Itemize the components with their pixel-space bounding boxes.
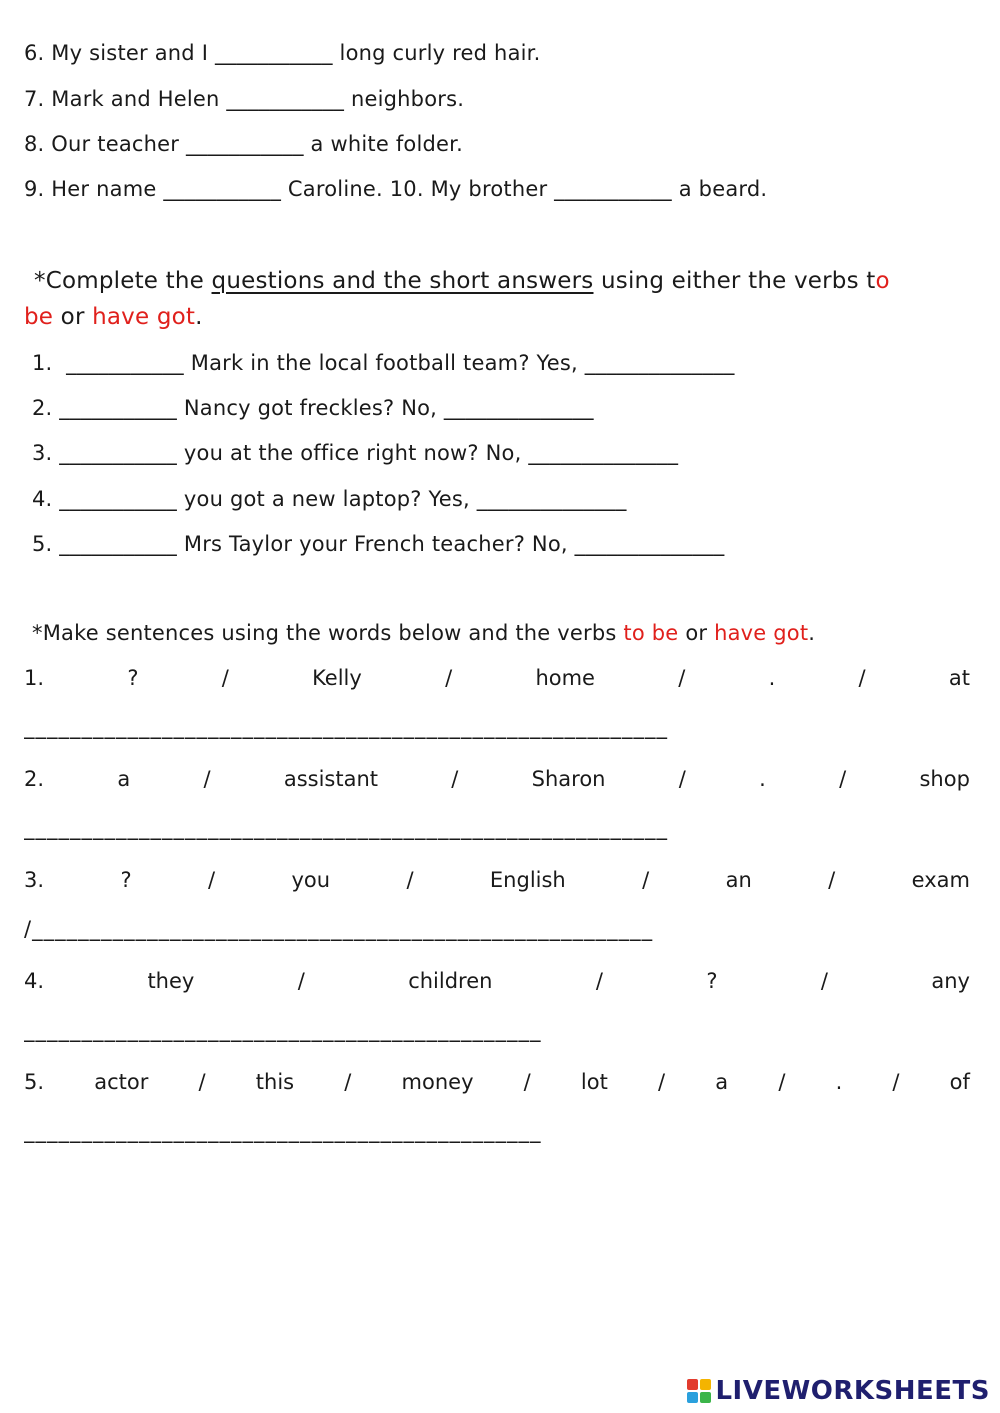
question-1: 1. ___________ Mark in the local football team? Yes, ______________ — [32, 351, 735, 375]
scramble-row-4 — [24, 968, 970, 994]
word: 5. — [24, 1070, 45, 1094]
scramble-row-1 — [24, 665, 970, 691]
question-3: 3. ___________ you at the office right now? No, ______________ — [32, 441, 679, 465]
word: you — [291, 868, 331, 892]
word: / — [523, 1070, 531, 1094]
word: lot — [580, 1070, 608, 1094]
logo-text: LIVEWORKSHEETS — [715, 1376, 990, 1406]
word: 4. — [24, 969, 45, 993]
word: actor — [94, 1070, 149, 1094]
logo-square — [687, 1392, 698, 1403]
word: 1. — [24, 666, 45, 690]
word: exam — [911, 868, 970, 892]
word: 2. — [24, 767, 45, 791]
word: / — [839, 767, 847, 791]
sentence-9-10: 9. Her name ___________ Caroline. 10. My brother ___________ a beard. — [24, 177, 768, 201]
word: / — [595, 969, 603, 993]
word: English — [489, 868, 566, 892]
answer-blank-4[interactable]: _____________________________________________ — [24, 1018, 542, 1042]
word: / — [445, 666, 453, 690]
scramble-row-3 — [24, 867, 970, 893]
logo-square — [687, 1379, 698, 1390]
word: . — [768, 666, 776, 690]
word: a — [715, 1070, 729, 1094]
word: / — [778, 1070, 786, 1094]
answer-blank-2[interactable]: ________________________________________________________ — [24, 816, 668, 840]
question-4: 4. ___________ you got a new laptop? Yes, ______________ — [32, 487, 627, 511]
word: / — [451, 767, 459, 791]
word: / — [406, 868, 414, 892]
word: / — [858, 666, 866, 690]
word: money — [401, 1070, 474, 1094]
word: 3. — [24, 868, 45, 892]
word: . — [835, 1070, 843, 1094]
answer-blank-5[interactable]: _____________________________________________ — [24, 1119, 542, 1143]
word: of — [949, 1070, 970, 1094]
word: / — [642, 868, 650, 892]
word: / — [678, 666, 686, 690]
logo-square — [700, 1379, 711, 1390]
sentence-6: 6. My sister and I ___________ long curly red hair. — [24, 41, 541, 65]
word: / — [221, 666, 229, 690]
scramble-row-5 — [24, 1069, 970, 1095]
word: this — [255, 1070, 295, 1094]
section-b-heading-line1: *Complete the questions and the short answers using either the verbs to — [34, 268, 890, 294]
word: / — [820, 969, 828, 993]
word: any — [931, 969, 970, 993]
answer-blank-3[interactable]: /______________________________________________________ — [24, 917, 654, 941]
scramble-row-2 — [24, 766, 970, 792]
word: ? — [706, 969, 718, 993]
word: / — [658, 1070, 666, 1094]
underlined-phrase: questions and the short answers — [211, 268, 594, 294]
word: Sharon — [531, 767, 606, 791]
word: a — [117, 767, 131, 791]
word: / — [828, 868, 836, 892]
word: at — [948, 666, 970, 690]
word: Kelly — [312, 666, 362, 690]
word: children — [408, 969, 493, 993]
word: they — [147, 969, 195, 993]
word: home — [535, 666, 595, 690]
word: / — [344, 1070, 352, 1094]
question-2: 2. ___________ Nancy got freckles? No, ______________ — [32, 396, 594, 420]
sentence-8: 8. Our teacher ___________ a white folder. — [24, 132, 463, 156]
word: assistant — [283, 767, 379, 791]
question-5: 5. ___________ Mrs Taylor your French teacher? No, ______________ — [32, 532, 725, 556]
section-b-heading-line2: be or have got. — [24, 304, 203, 330]
word: / — [207, 868, 216, 892]
logo-square — [700, 1392, 711, 1403]
word: / — [297, 969, 305, 993]
sentence-7: 7. Mark and Helen ___________ neighbors. — [24, 87, 465, 111]
word: / — [892, 1070, 900, 1094]
word: ? — [127, 666, 139, 690]
word: / — [198, 1070, 206, 1094]
word: an — [725, 868, 752, 892]
liveworksheets-logo — [687, 1376, 990, 1406]
logo-mark-icon — [687, 1379, 711, 1403]
word: ? — [120, 868, 132, 892]
word: shop — [919, 767, 970, 791]
word: / — [203, 767, 211, 791]
word: . — [759, 767, 766, 791]
section-c-heading: *Make sentences using the words below and the verbs to be or have got. — [32, 621, 816, 645]
answer-blank-1[interactable]: ________________________________________________________ — [24, 715, 668, 739]
word: / — [678, 767, 686, 791]
